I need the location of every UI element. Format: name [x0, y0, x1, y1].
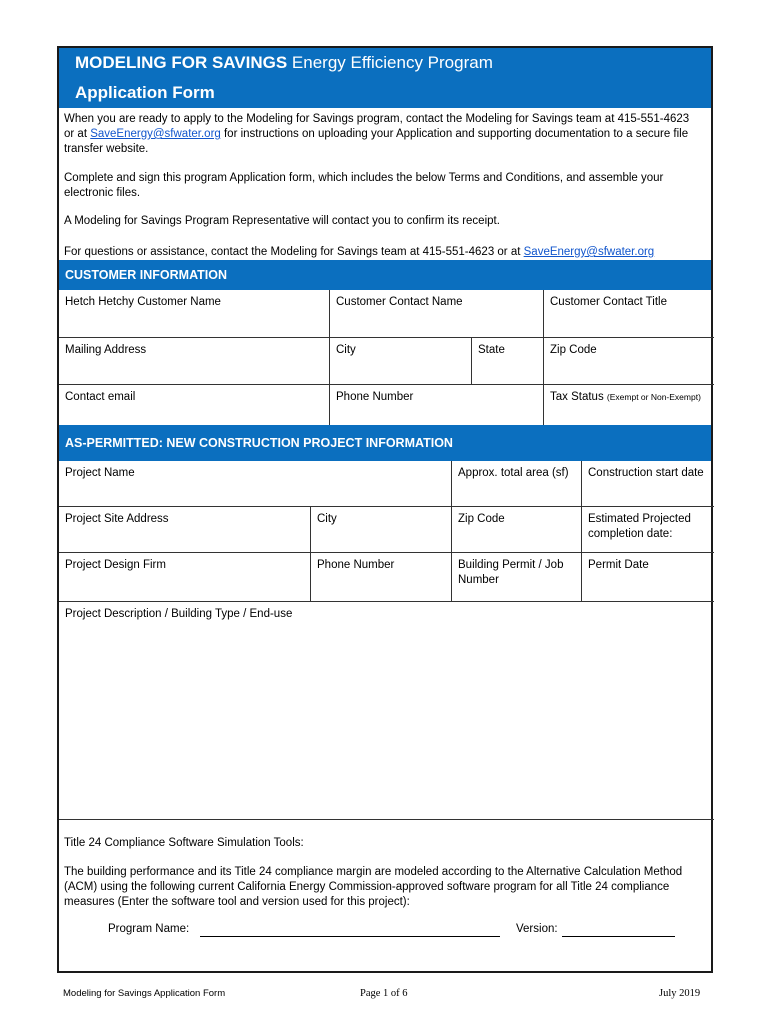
intro-paragraph-3: A Modeling for Savings Program Representative will contact you to confirm its receipt. [64, 215, 500, 227]
customer-contact-name-field[interactable]: Customer Contact Name [330, 290, 544, 338]
customer-section-heading: CUSTOMER INFORMATION [59, 260, 711, 290]
page-header [59, 48, 711, 108]
project-zip-code-field[interactable]: Zip Code [452, 507, 582, 553]
permit-date-field[interactable]: Permit Date [582, 553, 714, 602]
building-permit-field[interactable]: Building Permit / Job Number [452, 553, 582, 602]
version-label: Version: [516, 923, 558, 935]
program-name-input[interactable] [200, 922, 500, 937]
email-link[interactable]: SaveEnergy@sfwater.org [523, 246, 655, 258]
footer-date: July 2019 [659, 988, 701, 999]
page-title: MODELING FOR SAVINGS Energy Efficiency Program [75, 53, 493, 72]
city-field[interactable]: City [330, 338, 472, 385]
footer-page-number: Page 1 of 6 [360, 988, 408, 999]
estimated-completion-field[interactable]: Estimated Projected completion date: [582, 507, 714, 553]
project-design-firm-field[interactable]: Project Design Firm [59, 553, 311, 602]
construction-start-field[interactable]: Construction start date [582, 461, 714, 507]
program-name-label: Program Name: [108, 923, 190, 935]
approx-area-field[interactable]: Approx. total area (sf) [452, 461, 582, 507]
zip-code-field[interactable]: Zip Code [544, 338, 714, 385]
tax-status-field[interactable]: Tax Status (Exempt or Non-Exempt) [550, 391, 701, 403]
state-field[interactable]: State [472, 338, 544, 385]
contact-email-field[interactable]: Contact email [59, 385, 330, 425]
page-subtitle: Application Form [75, 83, 215, 102]
intro-paragraph-2: Complete and sign this program Application form, which includes the below Terms and Conditions, and assemble your electronic files. [64, 172, 664, 199]
title24-paragraph: The building performance and its Title 24 compliance margin are modeled according to the Alternative Calculation Method (ACM) using the following current California Energy Commission-approved software program for all Title 24 compliance measures (Enter the software tool and version used for this project): [64, 866, 683, 908]
hetch-hetchy-customer-name-field[interactable]: Hetch Hetchy Customer Name [59, 290, 330, 338]
email-link[interactable]: SaveEnergy@sfwater.org [90, 128, 221, 140]
phone-number-field[interactable]: Phone Number [330, 385, 544, 425]
project-phone-number-field[interactable]: Phone Number [311, 553, 452, 602]
project-description-field[interactable]: Project Description / Building Type / End-use [59, 602, 714, 820]
version-input[interactable] [562, 922, 675, 937]
title24-heading: Title 24 Compliance Software Simulation Tools: [64, 837, 304, 849]
project-city-field[interactable]: City [311, 507, 452, 553]
footer-document-name: Modeling for Savings Application Form [63, 988, 226, 999]
project-name-field[interactable]: Project Name [59, 461, 452, 507]
project-section-heading: AS-PERMITTED: NEW CONSTRUCTION PROJECT INFORMATION [59, 425, 711, 461]
project-site-address-field[interactable]: Project Site Address [59, 507, 311, 553]
customer-contact-title-field[interactable]: Customer Contact Title [544, 290, 714, 338]
mailing-address-field[interactable]: Mailing Address [59, 338, 330, 385]
intro-paragraph-1: When you are ready to apply to the Modeling for Savings program, contact the Modeling for Savings team at 415-551-4623 or at SaveEnergy@sfwater.org for instructions on uploading your Application and supporting documentation to a secure file transfer website. [64, 113, 690, 155]
intro-paragraph-4: For questions or assistance, contact the Modeling for Savings team at 415-551-4623 or at SaveEnergy@sfwater.org [64, 246, 655, 258]
